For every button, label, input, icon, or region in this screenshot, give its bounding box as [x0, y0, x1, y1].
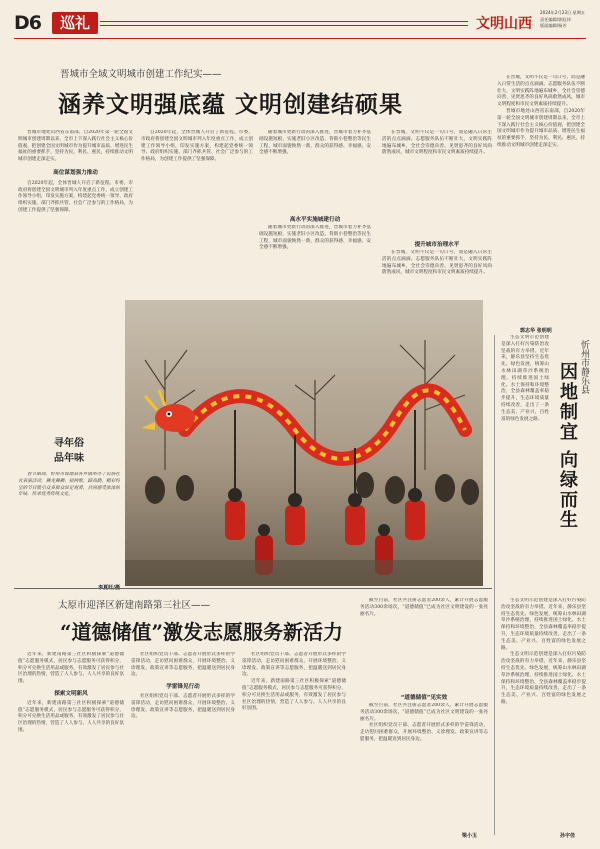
bottom-headline: “道德储值”激发志愿服务新活力	[60, 620, 344, 644]
page-number: D6	[14, 12, 41, 34]
top-para-2: 随着城市更新行动的深入推进，晋城市着力补齐基础设施短板，实施老旧小区改造、背街小巷整治等民生工程，城市面貌焕然一新，群众的获得感、幸福感、安全感不断增强。	[259, 225, 371, 251]
top-kicker: 晋城市全域文明城市创建工作纪实——	[60, 69, 222, 80]
bottom-para-2-tail: 社区组织党员干部、志愿者开展形式多样的学雷锋活动，走访慰问困难群众，开展环境整治、义诊理发、政策宣讲等志愿服务，把温暖送到居民身边。	[360, 723, 488, 742]
section-tag: 巡礼	[52, 12, 98, 34]
header-meta	[540, 10, 600, 30]
dragon-dance-photo	[125, 300, 483, 586]
photo-caption-box	[18, 420, 120, 580]
bottom-para-2-lead: 社区组织党员干部、志愿者开展形式多样的学雷锋活动，走访慰问困难群众，开展环境整治、义诊理发、政策宣讲等志愿服务，把温暖送到居民身边。	[131, 652, 235, 678]
header-stripe	[100, 21, 468, 26]
masthead-logo: 文明山西	[476, 16, 532, 32]
right-vertical-kicker: 忻州市静乐县	[579, 340, 589, 394]
bottom-kicker: 太原市迎泽区新建南路第三社区——	[58, 600, 211, 611]
bottom-para-3: 截至目前，社区共注册志愿者200余人，累计开展志愿服务活动300余场次，“道德储值”已成为社区文明建设的一张亮丽名片。	[360, 703, 488, 722]
top-para-3-cont: 在晋城，文明不仅是一句口号，而是融入日常生活的点点滴滴。志愿服务队伍不断壮大，文明实践阵地遍布城乡，全社会崇德向善、见贤思齐的良好风尚蔚然成风，城市文明程度和市民文明素质持续提升。	[497, 75, 585, 108]
issue-date: 2024年2月23日 星期五	[540, 10, 586, 15]
bottom-subhead-1: 探索文明新风	[54, 690, 88, 697]
bottom-column-1	[18, 652, 124, 840]
bottom-para-3-lead: 截至目前，社区共注册志愿者200余人，累计开展志愿服务活动300余场次，“道德储值”已成为社区文明建设的一张亮丽名片。	[360, 598, 488, 617]
bottom-column-4b	[360, 703, 488, 828]
bottom-para-2-cont: 社区组织党员干部、志愿者开展形式多样的学雷锋活动，走访慰问困难群众，开展环境整治、义诊理发、政策宣讲等志愿服务，把温暖送到居民身边。	[242, 652, 346, 678]
bottom-para-1-lead: 近年来，新建南路第三社区积极探索“道德储值”志愿服务模式，居民参与志愿服务可获得积分，积分可兑换生活用品或服务，有效激发了居民参与社区治理的热情，营造了人人参与、人人共享的良好氛围。	[18, 652, 124, 685]
top-headline: 涵养文明强底蕴 文明创建结硕果	[58, 91, 404, 118]
bottom-column-4	[360, 598, 488, 688]
designer-credit: 版面编辑/杨芳	[540, 23, 567, 28]
right-column-body-1	[501, 335, 549, 595]
editor-credit: 责任编辑/郭虹邦	[540, 16, 571, 22]
right-body-1: 生态文明示范创建是深入打好污染防治攻坚战的有力举措。近年来，静乐县坚持生态优先、绿色发展，统筹山水林田湖草沙系统治理，持续推进国土绿化、水土保持和环境整治，全县森林覆盖率稳步提升，生态环境质量持续改善，走出了一条生态美、产业兴、百姓富的绿色发展之路。	[501, 335, 549, 422]
bottom-para-1-cont: 近年来，新建南路第三社区积极探索“道德储值”志愿服务模式，居民参与志愿服务可获得积分，积分可兑换生活用品或服务，有效激发了居民参与社区治理的热情，营造了人人参与、人人共享的良好氛围。	[242, 679, 346, 712]
bottom-para-2: 社区组织党员干部、志愿者开展形式多样的学雷锋活动，走访慰问困难群众，开展环境整治、义诊理发、政策宣讲等志愿服务，把温暖送到居民身边。	[131, 693, 235, 720]
bottom-subhead-2: 学雷锋见行动	[166, 684, 200, 691]
top-intro: 晋城市地处山西省东南部，自2020年第一轮全国文明城市创建周期以来，全市上下深入践行社会主义核心价值观，把创建全国文明城市作为提升城市品质、增进民生福祉的重要抓手，坚持为民、利民、惠民，持续推动文明城市创建走深走实。	[18, 130, 133, 163]
top-para-3: 在晋城，文明不仅是一句口号，而是融入日常生活的点点滴滴。志愿服务队伍不断壮大，文明实践阵地遍布城乡，全社会崇德向善、见贤思齐的良好风尚蔚然成风，城市文明程度和市民文明素质持续提升。	[382, 250, 492, 276]
bottom-top-rule	[14, 588, 492, 589]
top-para-1: 自2020年起，全体晋城人开启了新征程。市委、市政府将创建全国文明城市列入年度重点工作，成立创建工作领导小组，印发实施方案，构建起党委统一领导、政府组织实施、部门齐抓共管、社会广泛参与的工作格局，为创建工作提供了坚强保障。	[18, 180, 133, 213]
right-byline: 孙宇佳	[560, 833, 576, 839]
top-column-5	[497, 75, 585, 325]
top-column-3	[259, 130, 371, 210]
header-rule	[14, 38, 586, 39]
top-para-1-cont: 自2020年起，全体晋城人开启了新征程。市委、市政府将创建全国文明城市列入年度重点工作，成立创建工作领导小组，印发实施方案，构建起党委统一领导、政府组织实施、部门齐抓共管、社会广泛参与的工作格局，为创建工作提供了坚强保障。	[141, 130, 253, 163]
right-column-body-2	[501, 598, 586, 830]
caption-title-1: 寻年俗	[54, 438, 84, 449]
top-column-2	[141, 130, 253, 210]
dragon-dance-illustration	[125, 300, 483, 586]
right-vertical-headline: 因地制宜 向绿而生	[557, 362, 578, 531]
right-divider	[494, 335, 495, 835]
top-column-3b	[259, 225, 371, 285]
top-column-4	[382, 130, 492, 235]
bottom-subhead-3: “道德储值”见实效	[400, 695, 448, 701]
top-byline: 郭志华 张明明	[520, 328, 552, 334]
top-para-2-lead: 随着城市更新行动的深入推进，晋城市着力补齐基础设施短板，实施老旧小区改造、背街小巷整治等民生工程，城市面貌焕然一新，群众的获得感、幸福感、安全感不断增强。	[259, 130, 371, 156]
caption-title-2: 品年味	[54, 453, 84, 464]
top-intro-cont: 晋城市地处山西省东南部，自2020年第一轮全国文明城市创建周期以来，全市上下深入践行社会主义核心价值观，把创建全国文明城市作为提升城市品质、增进民生福祉的重要抓手，坚持为民、利民、惠民，持续推动文明城市创建走深走实。	[497, 108, 585, 148]
page-header	[0, 0, 600, 40]
bottom-column-3	[242, 652, 346, 840]
bottom-para-1: 近年来，新建南路第三社区积极探索“道德储值”志愿服务模式，居民参与志愿服务可获得积分，积分可兑换生活用品或服务，有效激发了居民参与社区治理的热情，营造了人人参与、人人共享的良好氛围。	[18, 700, 124, 733]
caption-body: 春节期间，忻州市保德县各乡镇举办了民俗社火表演活动，舞龙舞狮、扭秧歌、踩高跷，精彩纷呈的节目吸引众多群众驻足观看，共同感受浓浓的年味，传承优秀传统文化。	[18, 472, 120, 498]
top-column-1	[18, 130, 133, 416]
right-body-2: 生态文明示范创建是深入打好污染防治攻坚战的有力举措。近年来，静乐县坚持生态优先、绿色发展，统筹山水林田湖草沙系统治理，持续推进国土绿化、水土保持和环境整治，全县森林覆盖率稳步提升，生态环境质量持续改善，走出了一条生态美、产业兴、百姓富的绿色发展之路。	[501, 598, 586, 651]
top-subhead-3: 提升城市治理水平	[414, 242, 460, 248]
top-column-4b	[382, 250, 492, 290]
right-vertical-title	[552, 340, 592, 590]
top-subhead-2: 高水平实施城建行动	[289, 217, 341, 223]
bottom-column-2	[131, 652, 235, 840]
right-body-3: 生态文明示范创建是深入打好污染防治攻坚战的有力举措。近年来，静乐县坚持生态优先、绿色发展，统筹山水林田湖草沙系统治理，持续推进国土绿化、水土保持和环境整治，全县森林覆盖率稳步提升，生态环境质量持续改善，走出了一条生态美、产业兴、百姓富的绿色发展之路。	[501, 652, 586, 705]
top-subhead-1: 高位谋划强力推动	[53, 169, 98, 176]
top-para-3-lead: 在晋城，文明不仅是一句口号，而是融入日常生活的点点滴滴。志愿服务队伍不断壮大，文明实践阵地遍布城乡，全社会崇德向善、见贤思齐的良好风尚蔚然成风，城市文明程度和市民文明素质持续提升。	[382, 130, 492, 156]
bottom-byline: 梁小玉	[462, 833, 478, 839]
